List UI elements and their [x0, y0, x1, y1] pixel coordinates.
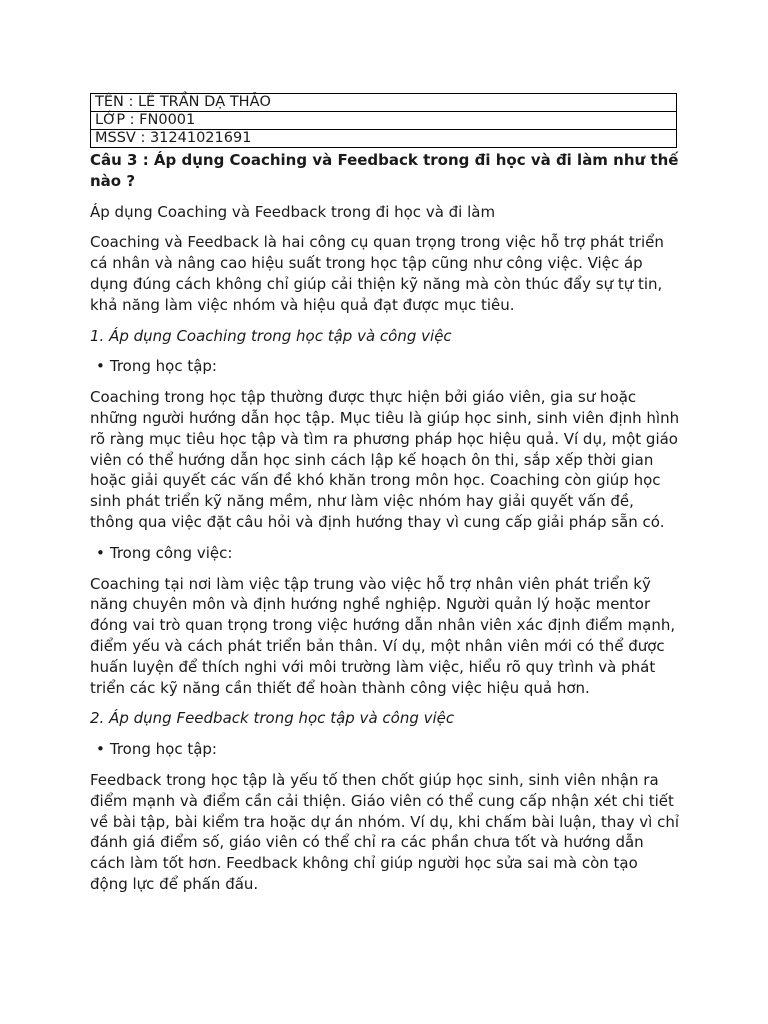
bullet-symbol: • [96, 543, 105, 562]
subtitle: Áp dụng Coaching và Feedback trong đi học và đi làm [90, 202, 496, 221]
table-row [91, 94, 677, 112]
intro-paragraph: Coaching và Feedback là hai công cụ quan trọng trong việc hỗ trợ phát triển cá nhân và nâng cao hiệu suất trong học tập cũng như công việc. Việc áp dụng đúng cách không chỉ giúp cải thiện kỹ năng mà còn thúc đẩy sự tự tin, khả năng làm việc nhóm và hiệu quả đạt được mục tiêu. [90, 233, 664, 314]
question-title: Câu 3 : Áp dụng Coaching và Feedback trong đi học và đi làm như thế nào ? [90, 151, 679, 190]
feedback-study-paragraph: Feedback trong học tập là yếu tố then chốt giúp học sinh, sinh viên nhận ra điểm mạnh và điểm cần cải thiện. Giáo viên có thể cung cấp nhận xét chi tiết về bài tập, bài kiểm tra hoặc dự án nhóm. Ví dụ, khi chấm bài luận, thay vì chỉ đánh giá điểm số, giáo viên có thể chỉ ra các phần chưa tốt và hướng dẫn cách làm tốt hơn. Feedback không chỉ giúp người học sửa sai mà còn tạo động lực để phấn đấu. [90, 770, 679, 893]
coaching-work-paragraph: Coaching tại nơi làm việc tập trung vào việc hỗ trợ nhân viên phát triển kỹ năng chuyên môn và định hướng nghề nghiệp. Người quản lý hoặc mentor đóng vai trò quan trọng trong việc hướng dẫn nhân viên xác định điểm mạnh, điểm yếu và cách phát triển bản thân. Ví dụ, một nhân viên mới có thể được huấn luyện để thích nghi với môi trường làm việc, hiểu rõ quy trình và phát triển các kỹ năng cần thiết để hoàn thành công việc hiệu quả hơn. [90, 574, 676, 697]
student-class: LỚP : FN0001 [91, 112, 677, 130]
section-2-heading: 2. Áp dụng Feedback trong học tập và công việc [90, 709, 455, 728]
bullet-label: Trong công việc: [109, 543, 233, 562]
student-id: MSSV : 31241021691 [91, 130, 677, 148]
coaching-study-paragraph: Coaching trong học tập thường được thực hiện bởi giáo viên, gia sư hoặc những người hướng dẫn học tập. Mục tiêu là giúp học sinh, sinh viên định hình rõ ràng mục tiêu học tập và tìm ra phương pháp học hiệu quả. Ví dụ, một giáo viên có thể hướng dẫn học sinh cách lập kế hoạch ôn thi, sắp xếp thời gian hoặc giải quyết các vấn đề khó khăn trong môn học. Coaching còn giúp học sinh phát triển kỹ năng mềm, như làm việc nhóm hay giải quyết vấn đề, thông qua việc đặt câu hỏi và định hướng thay vì cung cấp giải pháp sẵn có. [90, 388, 680, 531]
bullet-label: Trong học tập: [109, 740, 217, 759]
bullet-work [90, 543, 680, 564]
section-1-heading: 1. Áp dụng Coaching trong học tập và công việc [90, 326, 452, 345]
student-info-table [90, 93, 677, 148]
bullet-symbol: • [96, 740, 105, 759]
bullet-study [90, 356, 680, 377]
student-name: TÊN : LÊ TRẦN DẠ THẢO [91, 94, 677, 112]
document-body [90, 150, 680, 905]
table-row [91, 130, 677, 148]
table-row [91, 112, 677, 130]
bullet-symbol: • [96, 357, 105, 376]
bullet-label: Trong học tập: [109, 357, 217, 376]
bullet-study [90, 739, 680, 760]
